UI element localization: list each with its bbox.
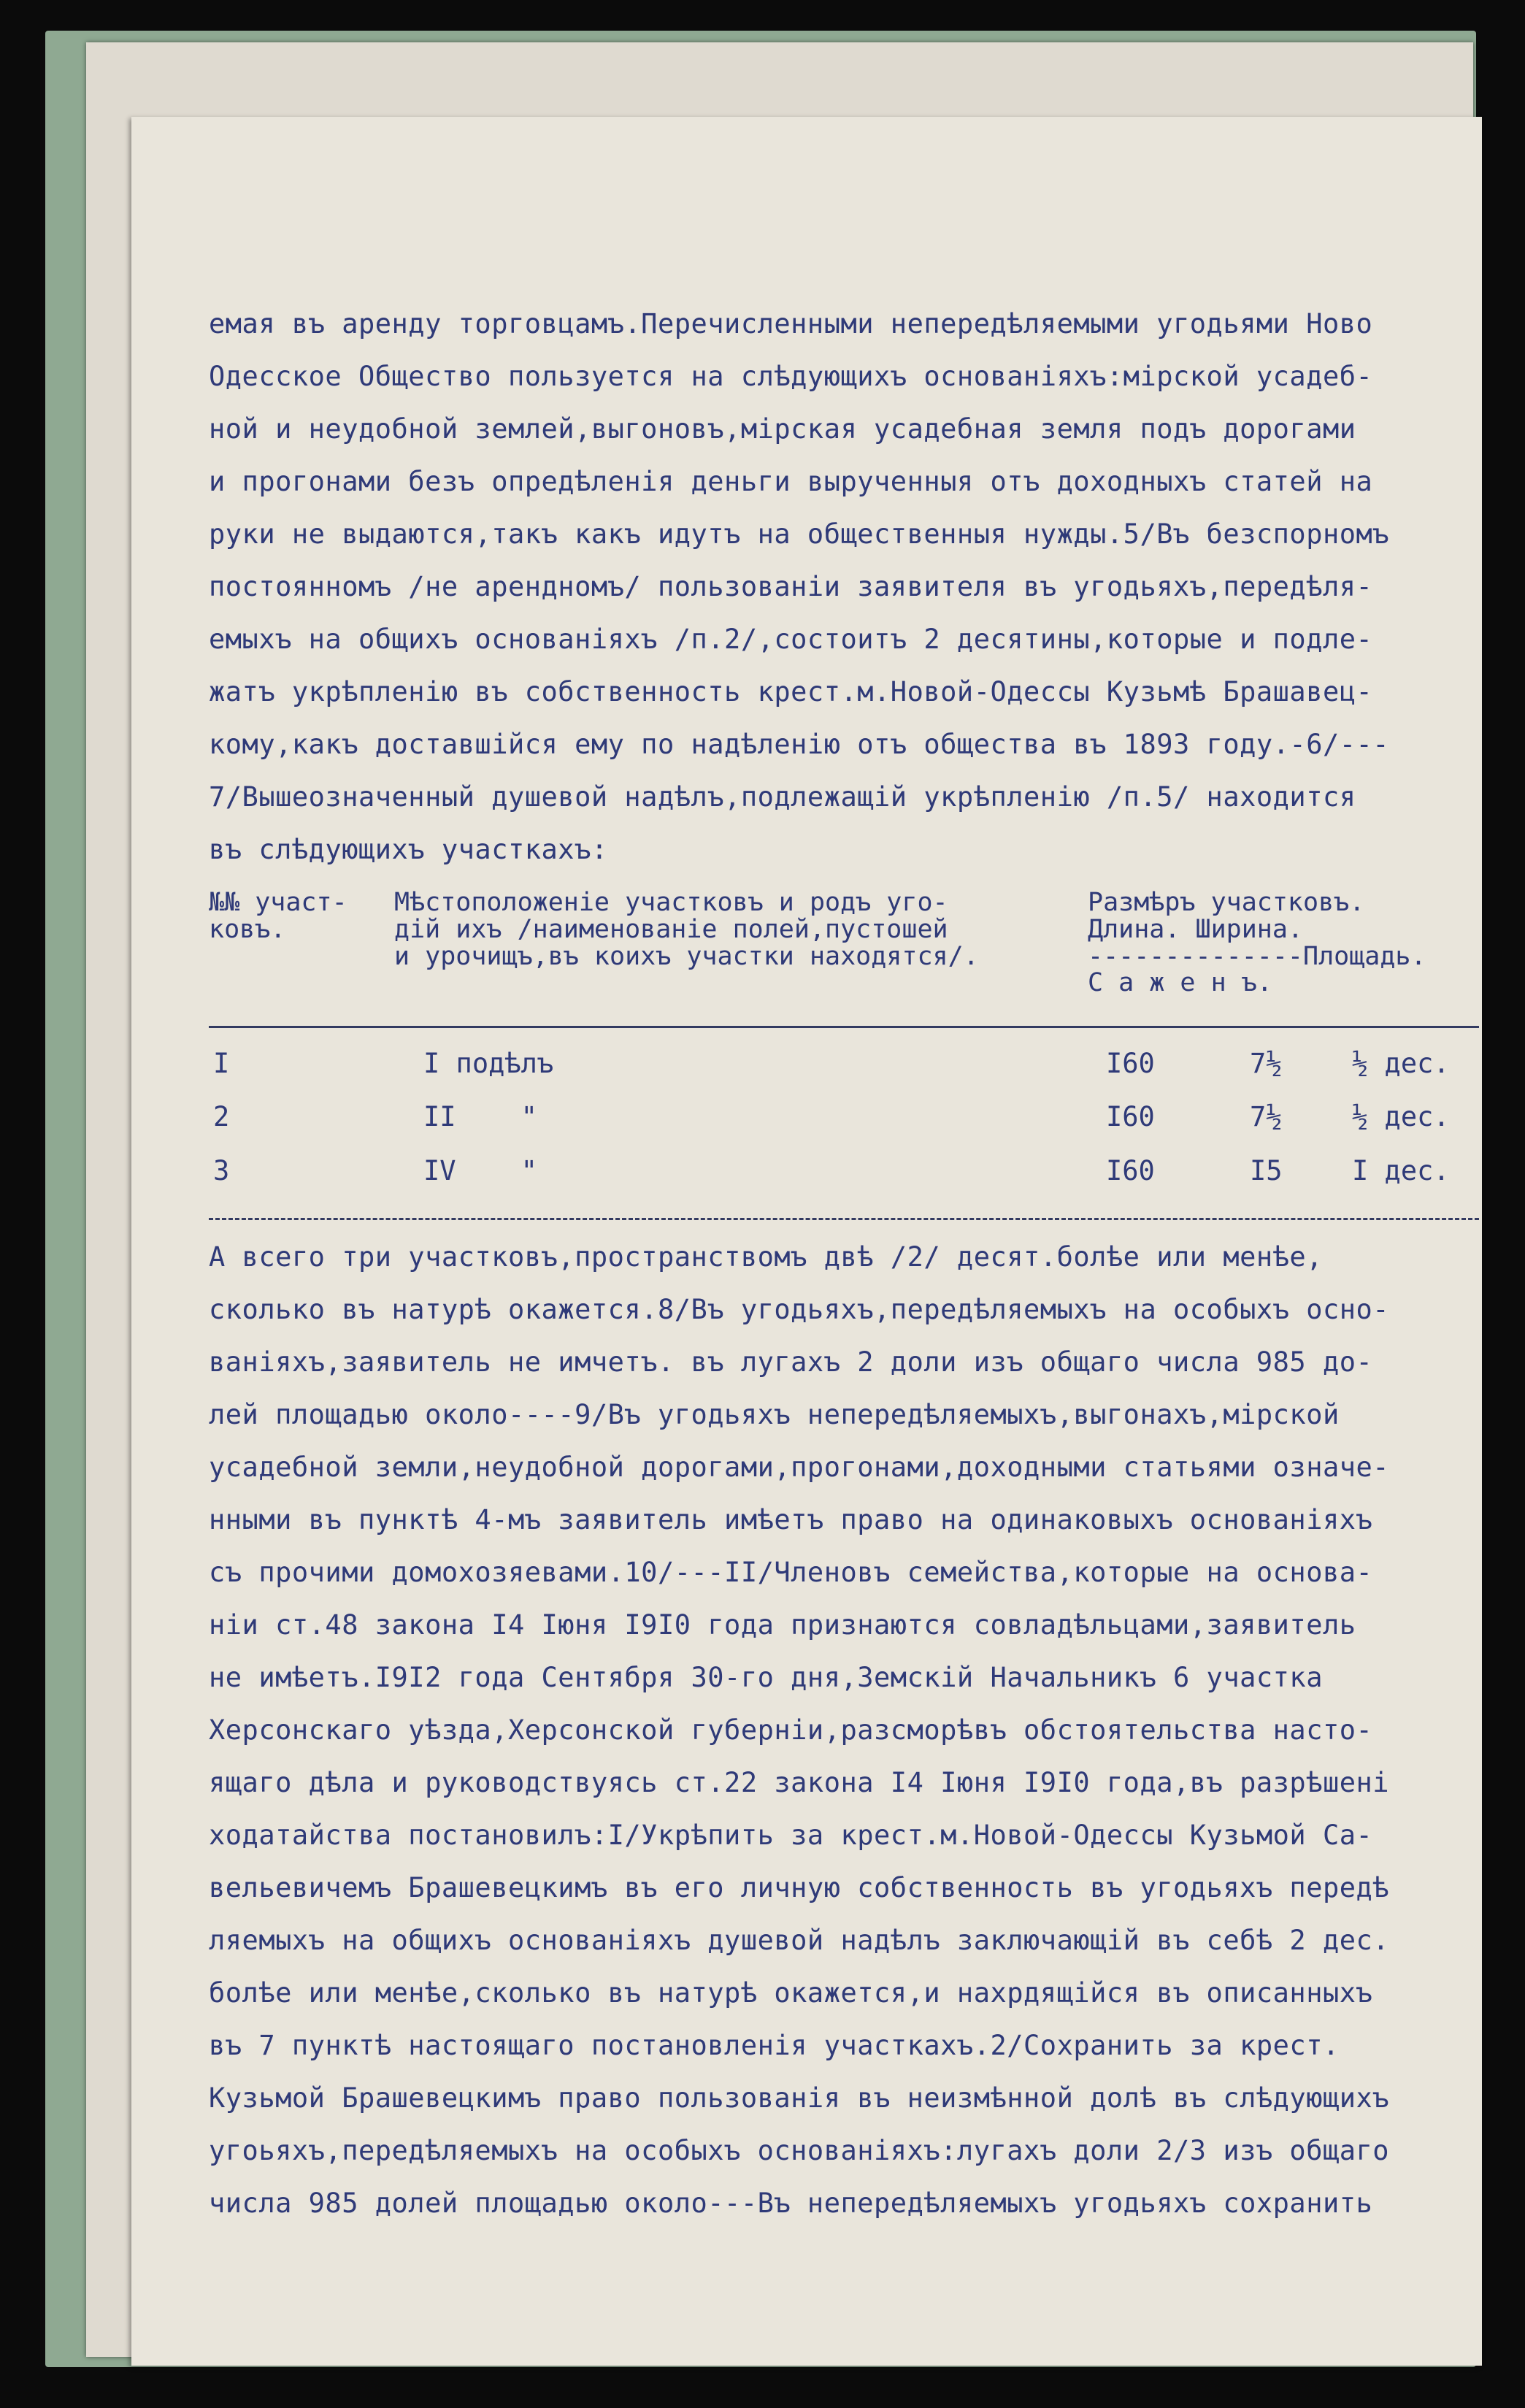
cell-width: 7½ bbox=[1250, 1101, 1283, 1132]
text-line: лей площадью около----9/Въ угодьяхъ непередѣляемыхъ,выгонахъ,мірской bbox=[209, 1399, 1340, 1430]
cell-width: 7½ bbox=[1250, 1048, 1283, 1079]
text-line: съ прочими домохозяевами.10/---II/Членовъ семейства,которые на основа- bbox=[209, 1557, 1373, 1588]
cell-location: IV " bbox=[423, 1155, 537, 1186]
text-line: ляемыхъ на общихъ основаніяхъ душевой надѣлъ заключающій въ себѣ 2 дес. bbox=[209, 1925, 1390, 1956]
text-line: ніи ст.48 закона I4 Іюня I9I0 года признаются совладѣльцами,заявитель bbox=[209, 1609, 1356, 1641]
text-line: жатъ укрѣпленію въ собственность крест.м.Новой-Одессы Кузьмѣ Брашавец- bbox=[209, 676, 1373, 708]
cell-area: ½ дес. bbox=[1352, 1101, 1450, 1132]
text-line: усадебной земли,неудобной дорогами,прогонами,доходными статьями означе- bbox=[209, 1452, 1390, 1483]
text-line: кому,какъ доставшійся ему по надѣленію отъ общества въ 1893 году.-6/--- bbox=[209, 729, 1390, 760]
text-line: ящаго дѣла и руководствуясь ст.22 закона I4 Іюня I9I0 года,въ разрѣшені bbox=[209, 1767, 1390, 1798]
table-top-rule bbox=[209, 1026, 1479, 1028]
text-line: 7/Вышеозначенный душевой надѣлъ,подлежащій укрѣпленію /п.5/ находится bbox=[209, 781, 1356, 813]
text-line: емая въ аренду торговцамъ.Перечисленными непередѣляемыми угодьями Ново bbox=[209, 308, 1373, 340]
table-header-location: Мѣстоположеніе участковъ и родъ уго- дій ихъ /наименованіе полей,пустошей и урочищъ,въ коихъ участки находятся/. bbox=[394, 888, 979, 971]
text-line: А всего три участковъ,пространствомъ двѣ /2/ десят.болѣе или менѣе, bbox=[209, 1241, 1323, 1273]
text-line: постоянномъ /не арендномъ/ пользованіи заявителя въ угодьяхъ,передѣля- bbox=[209, 571, 1373, 602]
cell-location: II " bbox=[423, 1101, 537, 1132]
text-line: емыхъ на общихъ основаніяхъ /п.2/,состоитъ 2 десятины,которые и подле- bbox=[209, 624, 1373, 655]
text-line: въ 7 пунктѣ настоящаго постановленія участкахъ.2/Сохранить за крест. bbox=[209, 2030, 1340, 2061]
cell-area: ½ дес. bbox=[1352, 1048, 1450, 1079]
cell-width: I5 bbox=[1250, 1155, 1283, 1186]
cell-location: I подѣлъ bbox=[423, 1048, 554, 1079]
cell-area: I дес. bbox=[1352, 1155, 1450, 1186]
text-line: вельевичемъ Брашевецкимъ въ его личную собственность въ угодьяхъ передѣ bbox=[209, 1872, 1390, 1903]
text-line: и прогонами безъ опредѣленія деньги вырученныя отъ доходныхъ статей на bbox=[209, 466, 1373, 497]
table-bottom-rule bbox=[209, 1218, 1479, 1220]
text-line: въ слѣдующихъ участкахъ: bbox=[209, 834, 608, 865]
text-line: Кузьмой Брашевецкимъ право пользованія въ неизмѣнной долѣ въ слѣдующихъ bbox=[209, 2082, 1390, 2114]
text-line: угоьяхъ,передѣляемыхъ на особыхъ основаніяхъ:лугахъ доли 2/3 изъ общаго bbox=[209, 2135, 1390, 2166]
text-line: нными въ пунктѣ 4-мъ заявитель имѣетъ право на одинаковыхъ основаніяхъ bbox=[209, 1504, 1373, 1535]
cell-length: I60 bbox=[1106, 1048, 1155, 1079]
text-line: Одесское Общество пользуется на слѣдующихъ основаніяхъ:мірской усадеб- bbox=[209, 361, 1373, 392]
cell-length: I60 bbox=[1106, 1155, 1155, 1186]
table-header-size: Размѣръ участковъ. Длина. Ширина. --------------Площадь. С а ж е н ъ. bbox=[1088, 888, 1426, 998]
cell-plot-number: 2 bbox=[213, 1101, 230, 1132]
text-line: болѣе или менѣе,сколько въ натурѣ окажется,и нахрдящійся въ описанныхъ bbox=[209, 1977, 1373, 2009]
table-header-plot-number: №№ участ- ковъ. bbox=[209, 888, 347, 944]
text-line: ной и неудобной землей,выгоновъ,мірская усадебная земля подъ дорогами bbox=[209, 413, 1356, 445]
text-line: руки не выдаются,такъ какъ идутъ на общественныя нужды.5/Въ безспорномъ bbox=[209, 518, 1390, 550]
cell-length: I60 bbox=[1106, 1101, 1155, 1132]
text-line: числа 985 долей площадью около---Въ непередѣляемыхъ угодьяхъ сохранить bbox=[209, 2187, 1373, 2219]
text-line: ходатайства постановилъ:I/Укрѣпить за крест.м.Новой-Одессы Кузьмой Са- bbox=[209, 1820, 1373, 1851]
cell-plot-number: I bbox=[213, 1048, 230, 1079]
text-line: ваніяхъ,заявитель не имчетъ. въ лугахъ 2 доли изъ общаго числа 985 до- bbox=[209, 1346, 1373, 1378]
text-line: Херсонскаго уѣзда,Херсонской губерніи,разсморѣвъ обстоятельства насто- bbox=[209, 1714, 1373, 1746]
cell-plot-number: 3 bbox=[213, 1155, 230, 1186]
text-line: сколько въ натурѣ окажется.8/Въ угодьяхъ,передѣляемыхъ на особыхъ осно- bbox=[209, 1294, 1390, 1325]
text-line: не имѣетъ.I9I2 года Сентября 30-го дня,Земскій Начальникъ 6 участка bbox=[209, 1662, 1323, 1693]
